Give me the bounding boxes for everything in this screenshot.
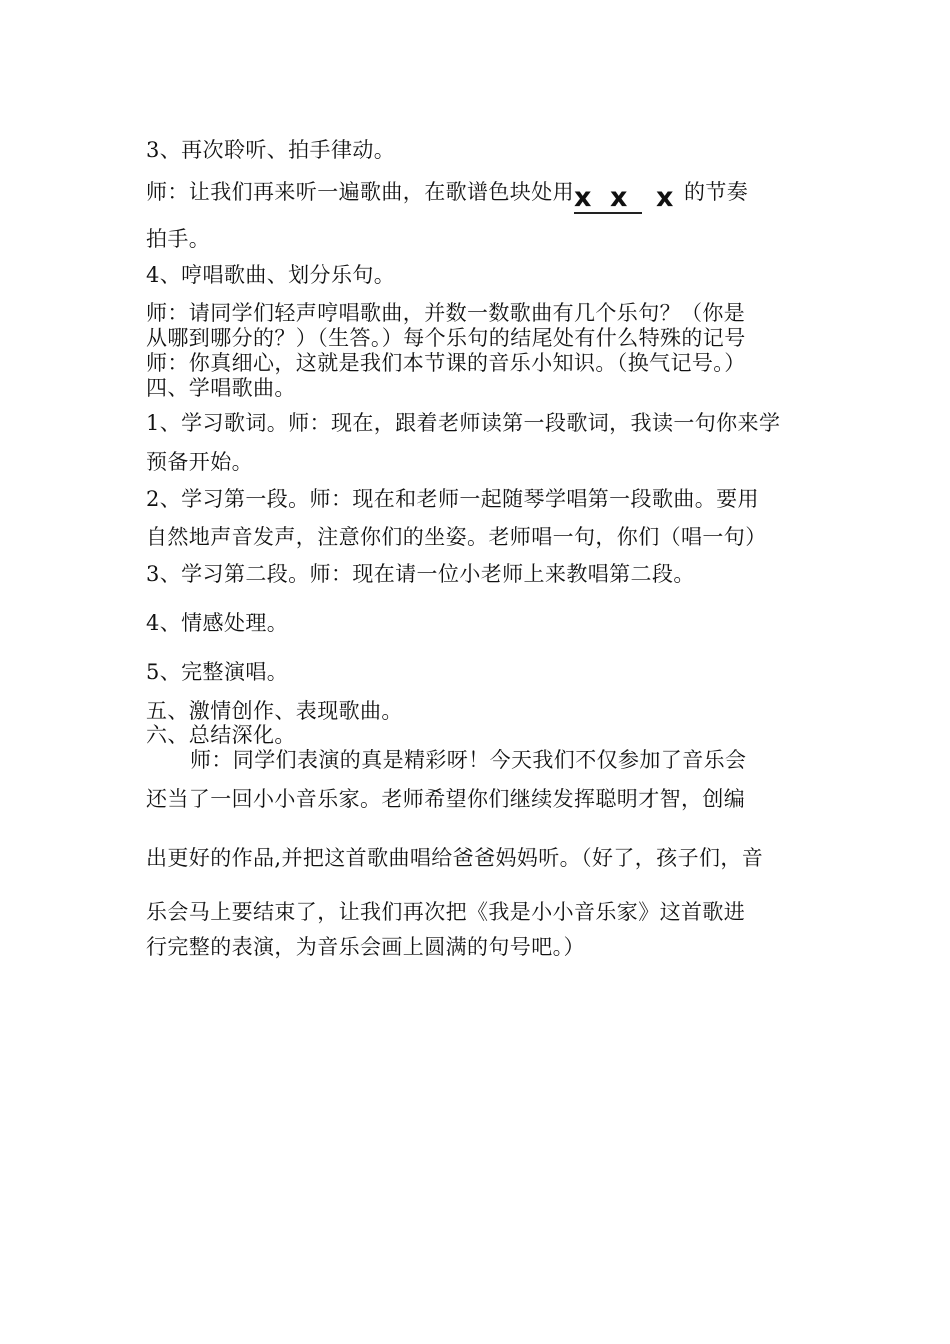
item-full-performance: 5、完整演唱。 [146,660,289,684]
paragraph-first-verse-1: 2、学习第一段。师：现在和老师一起随琴学唱第一段歌曲。要用 [146,487,759,511]
paragraph-clap-line [146,179,816,213]
heading-summary: 六、总结深化。 [146,723,296,747]
paragraph-lyrics-2: 预备开始。 [146,450,253,474]
rhythm-note-2: x [610,182,628,213]
clap-instruction-text: 师：让我们再来听一遍歌曲，在歌谱色块处用 [146,180,574,204]
paragraph-first-verse-2: 自然地声音发声，注意你们的坐姿。老师唱一句，你们（唱一句） [146,525,767,549]
paragraph-summary-4: 乐会马上要结束了，让我们再次把《我是小小音乐家》这首歌进 [146,900,746,924]
rhythm-note-1: x [574,182,592,213]
heading-hum-song: 4、哼唱歌曲、划分乐句。 [146,263,396,287]
clap-instruction-suffix: 的节奏 [684,180,749,204]
paragraph-summary-3: 出更好的作品,并把这首歌曲唱给爸爸妈妈听。（好了，孩子们，音 [146,846,764,870]
heading-create-perform: 五、激情创作、表现歌曲。 [146,699,403,723]
rhythm-notation [574,179,684,213]
paragraph-summary-1: 师：同学们表演的真是精彩呀！今天我们不仅参加了音乐会 [190,748,747,772]
item-emotion: 4、情感处理。 [146,611,289,635]
paragraph-summary-5: 行完整的表演，为音乐会画上圆满的句号吧。） [146,935,585,959]
paragraph-lyrics-1: 1、学习歌词。师：现在，跟着老师读第一段歌词，我读一句你来学 [146,411,781,435]
paragraph-clap-line-end: 拍手。 [146,227,211,251]
paragraph-hum-2: 从哪到哪分的？）（生答。）每个乐句的结尾处有什么特殊的记号 [146,326,746,350]
paragraph-summary-2: 还当了一回小小音乐家。老师希望你们继续发挥聪明才智，创编 [146,787,746,811]
rhythm-beam-underline [574,212,642,214]
paragraph-hum-1: 师：请同学们轻声哼唱歌曲，并数一数歌曲有几个乐句？（你是 [146,301,746,325]
heading-listen-again: 3、再次聆听、拍手律动。 [146,138,396,162]
paragraph-hum-3: 师：你真细心，这就是我们本节课的音乐小知识。（换气记号。） [146,351,746,375]
paragraph-second-verse: 3、学习第二段。师：现在请一位小老师上来教唱第二段。 [146,562,695,586]
heading-learn-song: 四、学唱歌曲。 [146,376,296,400]
rhythm-note-3: x [656,182,674,213]
